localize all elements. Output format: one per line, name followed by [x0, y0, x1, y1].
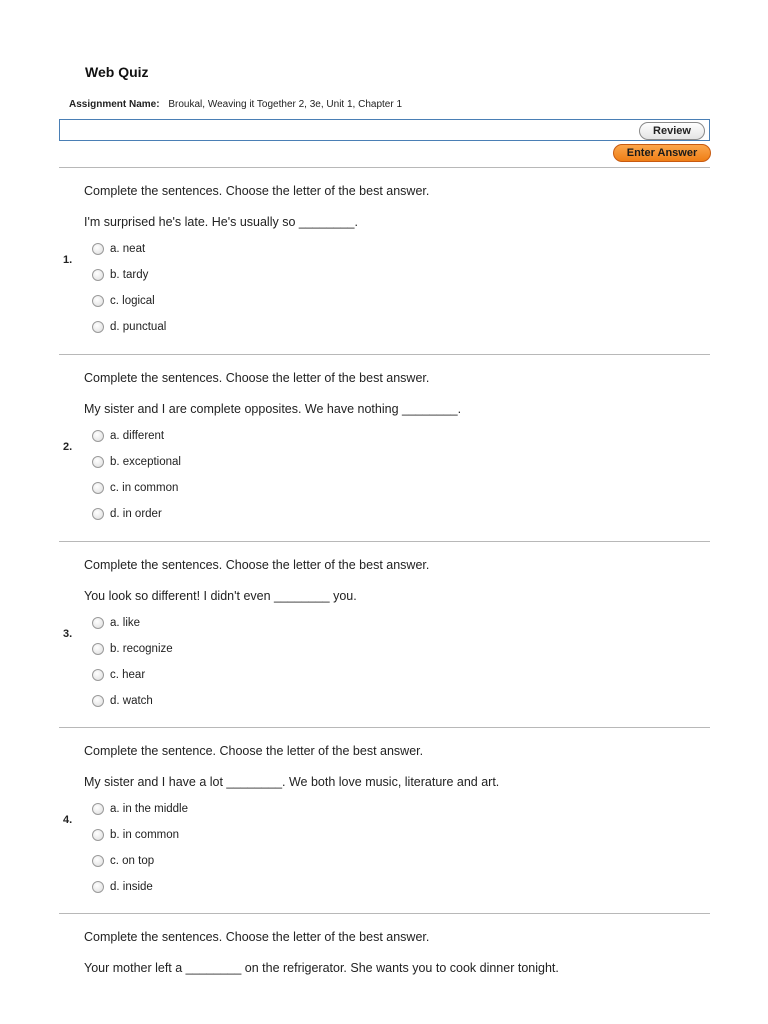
option-d[interactable] — [92, 501, 181, 527]
answer-options — [92, 796, 188, 900]
option-d[interactable] — [92, 688, 173, 714]
question-3 — [59, 542, 710, 728]
option-c[interactable] — [92, 475, 181, 501]
option-a[interactable] — [92, 610, 173, 636]
option-a[interactable] — [92, 796, 188, 822]
radio-button-icon[interactable] — [92, 617, 104, 629]
question-text: I'm surprised he's late. He's usually so ________. — [84, 215, 358, 229]
radio-button-icon[interactable] — [92, 321, 104, 333]
radio-button-icon[interactable] — [92, 430, 104, 442]
option-label: d. punctual — [110, 321, 167, 333]
option-b[interactable] — [92, 636, 173, 662]
option-label: a. neat — [110, 243, 146, 255]
question-5 — [59, 914, 710, 1024]
option-label: a. different — [110, 430, 165, 442]
question-4 — [59, 728, 710, 914]
assignment-info — [69, 99, 402, 110]
question-instruction: Complete the sentence. Choose the letter of the best answer. — [84, 744, 424, 758]
radio-button-icon[interactable] — [92, 803, 104, 815]
page-title: Web Quiz — [85, 64, 149, 80]
option-label: a. in the middle — [110, 803, 188, 815]
question-instruction: Complete the sentences. Choose the letter of the best answer. — [84, 371, 430, 385]
radio-button-icon[interactable] — [92, 829, 104, 841]
option-c[interactable] — [92, 848, 188, 874]
question-number: 4. — [63, 814, 73, 826]
radio-button-icon[interactable] — [92, 643, 104, 655]
option-label: b. recognize — [110, 643, 173, 655]
question-text: You look so different! I didn't even ________ you. — [84, 589, 357, 603]
answer-options — [92, 423, 181, 527]
answer-options — [92, 610, 173, 714]
question-instruction: Complete the sentences. Choose the letter of the best answer. — [84, 930, 430, 944]
option-label: b. in common — [110, 829, 180, 841]
assignment-label: Assignment Name: — [69, 99, 160, 110]
option-d[interactable] — [92, 874, 188, 900]
assignment-value: Broukal, Weaving it Together 2, 3e, Unit 1, Chapter 1 — [168, 99, 403, 110]
option-d[interactable] — [92, 314, 166, 340]
option-label: b. tardy — [110, 269, 149, 281]
radio-button-icon[interactable] — [92, 295, 104, 307]
question-text: My sister and I are complete opposites. We have nothing ________. — [84, 402, 462, 416]
question-1 — [59, 168, 710, 354]
radio-button-icon[interactable] — [92, 269, 104, 281]
radio-button-icon[interactable] — [92, 243, 104, 255]
radio-button-icon[interactable] — [92, 695, 104, 707]
option-label: d. watch — [110, 695, 153, 707]
option-label: c. on top — [110, 855, 155, 867]
option-a[interactable] — [92, 236, 166, 262]
option-label: d. in order — [110, 508, 162, 520]
radio-button-icon[interactable] — [92, 669, 104, 681]
option-label: d. inside — [110, 881, 153, 893]
option-a[interactable] — [92, 423, 181, 449]
option-label: b. exceptional — [110, 456, 181, 468]
radio-button-icon[interactable] — [92, 508, 104, 520]
option-label: c. in common — [110, 482, 179, 494]
question-instruction: Complete the sentences. Choose the letter of the best answer. — [84, 184, 430, 198]
option-b[interactable] — [92, 262, 166, 288]
answer-bar — [59, 119, 710, 141]
review-button[interactable]: Review — [639, 122, 705, 140]
option-label: a. like — [110, 617, 141, 629]
enter-answer-button[interactable]: Enter Answer — [613, 144, 711, 162]
answer-options — [92, 236, 166, 340]
radio-button-icon[interactable] — [92, 855, 104, 867]
option-label: c. hear — [110, 669, 146, 681]
question-number: 1. — [63, 254, 73, 266]
radio-button-icon[interactable] — [92, 881, 104, 893]
question-text: Your mother left a ________ on the refrigerator. She wants you to cook dinner tonight. — [84, 961, 559, 975]
radio-button-icon[interactable] — [92, 456, 104, 468]
question-number: 2. — [63, 441, 73, 453]
option-label: c. logical — [110, 295, 155, 307]
option-c[interactable] — [92, 662, 173, 688]
radio-button-icon[interactable] — [92, 482, 104, 494]
question-text: My sister and I have a lot ________. We both love music, literature and art. — [84, 775, 500, 789]
question-2 — [59, 355, 710, 541]
option-c[interactable] — [92, 288, 166, 314]
option-b[interactable] — [92, 822, 188, 848]
question-instruction: Complete the sentences. Choose the letter of the best answer. — [84, 558, 430, 572]
option-b[interactable] — [92, 449, 181, 475]
question-number: 3. — [63, 628, 73, 640]
